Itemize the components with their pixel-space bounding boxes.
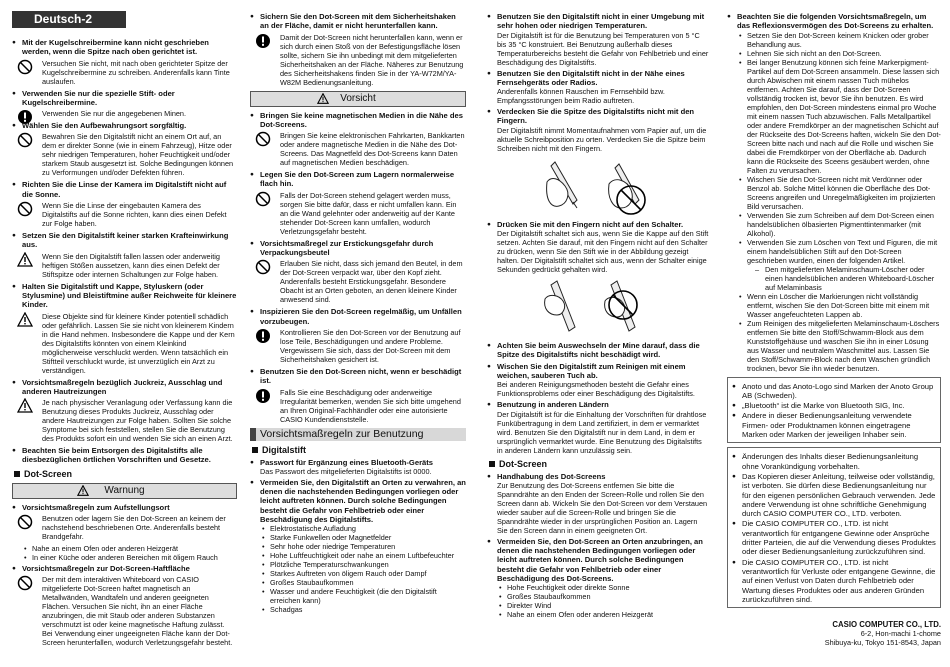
list-text: Bei langer Benutzung können sich feine Markerpigment-Partikel auf dem Dot-Screen ansammeln. Diese lassen sich durch Abwischen mit einem nassen Tuch mühelos entfernen. Achten Sie darauf, dass der Dot-Screen vollständig trocken ist, bevor Sie ihn benutzen. Es wird empfohlen, den Dot-Screen mindestens einmal pro Woche mit einem nassen Tuch abzuwischen. Falls Metallpartikel oder andere Fremdkörper an der magnetischen Schicht auf der Rückseite des Dot-Screens haften, wickeln Sie den Dot-Screen bitte nach und nach auf die Rolle und wischen Sie dabei die Fremdkörper von der Oberfläche ab. Dadurch kann die Rückseite des Sceens gesäubert werden, ohne Falten zu verursachen. bbox=[747, 57, 941, 175]
list-text: Setzen Sie den Dot-Screen keinem Knicken oder grober Behandlung aus. bbox=[747, 30, 929, 49]
warning-triangle-icon bbox=[17, 252, 33, 267]
list-text: Verwenden Sie zum Löschen von Text und Figuren, die mit einem handelsüblichen Stift auf den Dot-Screen geschrieben wurden, einen der folgenden Artikel. bbox=[747, 237, 938, 265]
warning-triangle-icon bbox=[17, 312, 33, 327]
sub-list-item: – Den mitgelieferten Melaminschaum-Löscher oder einen handelsüblichen anderen Whiteboard-Löscher auf Melaminbasis bbox=[755, 264, 935, 292]
heading: ● Inspizieren Sie den Dot-Screen regelmäßig, um Unfällen vorzubeugen. bbox=[250, 307, 466, 326]
legal-note: ● Die CASIO COMPUTER CO., LTD. ist nicht verantwortlich für Verluste oder entgangene Gewinne, die auf einen Verlust von Daten durch Fehlbetrieb oder Wartung dieses Produktes oder aus anderen Gründen zurückzuführen sind. bbox=[732, 558, 936, 604]
section-title: Dot-Screen bbox=[487, 459, 709, 469]
legal-box bbox=[727, 447, 941, 608]
item bbox=[12, 252, 237, 279]
list-item: • Starke Funkwellen oder Magnetfelder bbox=[262, 533, 392, 543]
list-item: • Zum Reinigen des mitgelieferten Melaminschaum-Löschers entfernen Sie bitte den Stoff/Schwamm-Block aus dem Kunststoffgehäuse und waschen Sie ihn in einer Lösung aus Wasser und neutralem Waschmittel aus. Lassen Sie den Stoff/Schwamm-Block nach dem Waschen gründlich trocknen, bevor Sie ihn wieder benutzen. bbox=[739, 318, 940, 373]
list-item: • Nahe an einem Ofen oder anderen Heizgerät bbox=[499, 610, 654, 620]
warning-triangle-icon bbox=[317, 93, 329, 104]
heading: ● Benutzen Sie den Digitalstift nicht in der Nähe eines Fernsehgeräts oder Radios. bbox=[487, 69, 709, 88]
heading: ● Halten Sie Digitalstift und Kappe, Styluskern (oder Stylusmine) und Bleistiftmine außer Reichweite für kleinere Kinder. bbox=[12, 282, 237, 310]
body-text: Wenn Sie die Linse der eingebauten Kamera des Digitalstifts auf die Sonne richten, kann dies einen Defekt zur Folge haben. bbox=[42, 201, 227, 229]
mandatory-icon bbox=[255, 388, 271, 404]
list-text: Starkes Auftreten von öligem Rauch oder Dampf bbox=[270, 569, 427, 579]
item bbox=[250, 33, 466, 87]
list-item: • Großes Staubaufkommen bbox=[262, 578, 354, 588]
body-text: Damit der Dot-Screen nicht herunterfallen kann, wenn er sich durch einen Stoß von der Befestigungsfläche lösen sollte, sichern Sie ihn unbedingt mit dem mitgelieferten Sicherheitshaken an der Fläche. Näheres zur Benutzung des Sicherheitshakens finden Sie in der YA-W72M/YA-W82M Bedienungsanleitung. bbox=[280, 32, 464, 87]
body-text: Bewahren Sie den Digitalstift nicht an einem Ort auf, an dem er direkter Sonne (wie in einem Fahrzeug), Hitze oder sehr niedrigen Temperaturen, hoher Feuchtigkeit und/oder starkem Staub ausgesetzt ist. Solche Bedingungen können zu Verformungen und/oder Defekten führen. bbox=[42, 132, 234, 178]
heading: ● Beachten Sie beim Entsorgen des Digitalstifts alle diesbezüglichen örtlichen Vorschriften und Gesetze. bbox=[12, 446, 237, 465]
body-text: Kontrollieren Sie den Dot-Screen vor der Benutzung auf lose Teile, Beschädigungen und andere Probleme. Vergewissern Sie sich, dass der Dot-Screen mit dem Sicherheitshaken gesichert ist. bbox=[280, 327, 461, 364]
legal-note: ● Die CASIO COMPUTER CO., LTD. ist nicht verantwortlich für entgangene Gewinne oder Ansprüche dritter Parteien, die auf die Verwendung dieses Produktes oder dieser Bedienungsanleitung zurückzuführen sind. bbox=[732, 519, 936, 556]
item bbox=[12, 575, 237, 647]
body-text: Bei anderen Reinigungsmethoden besteht die Gefahr eines Funktionsproblems oder einer Beschädigung des Digitalstifts. bbox=[497, 380, 695, 399]
list-item: • In einer Küche oder anderen Bereichen mit öligem Rauch bbox=[24, 553, 218, 563]
item bbox=[250, 131, 466, 167]
heading: ● Vermeiden Sie, den Digitalstift an Orten zu verwahren, an denen die nachstehenden Bedingungen vorliegen oder leicht auftreten können. Durch solche Bedingungen besteht die Gefahr von Fehlbetrieb oder einer Beschädigung des Digitalstifts. bbox=[250, 478, 466, 524]
list-text: Elektrostatische Aufladung bbox=[270, 524, 356, 534]
body-text: Anderenfalls können Rauschen im Fernsehbild bzw. Empfangsstörungen beim Radio auftreten. bbox=[497, 87, 665, 106]
body-text: Der Digitalstift ist für die Einhaltung der Vorschriften für drahtlose Funkübertragung in dem Land zertifiziert, in dem er vermarktet wird. Benutzen Sie den Digitalstift nur in dem Land, in dem er ursprünglich vermarktet wurde. Eine Benutzung des Digitalstifts in anderen Ländern kann unzulässig sein. bbox=[497, 409, 707, 455]
list-item: • Großes Staubaufkommen bbox=[499, 592, 591, 602]
list-text: Sehr hohe oder niedrige Temperaturen bbox=[270, 542, 396, 552]
caution-label: Vorsicht bbox=[340, 92, 376, 104]
item bbox=[12, 132, 237, 177]
list-text: Den mitgelieferten Melaminschaum-Löscher oder einen handelsüblichen anderen Whiteboard-Löscher auf Melaminbasis bbox=[765, 264, 935, 292]
body-text: Falls Sie eine Beschädigung oder anderweitige Irregularität bemerken, wenden Sie sich bitte umgehend an Ihren Original-Fachhändler oder eine autorisierte CASIO Kundendienststelle. bbox=[280, 387, 461, 424]
address-line: Shibuya-ku, Tokyo 151-8543, Japan bbox=[824, 638, 941, 647]
heading: ● Bringen Sie keine magnetischen Medien in die Nähe des Dot-Screens. bbox=[250, 111, 466, 130]
prohibited-icon bbox=[17, 514, 33, 530]
heading: ● Drücken Sie mit den Fingern nicht auf den Schalter. bbox=[487, 220, 709, 229]
list-item: • Plötzliche Temperaturschwankungen bbox=[262, 560, 389, 570]
list-text: Wasser und andere Feuchtigkeit (die den Digitalstift erreichen kann) bbox=[270, 587, 437, 606]
body-text: Zur Benutzung des Dot-Screens entfernen Sie bitte die Spanndrähte an den Enden der Screen-Rolle und rollen Sie den Screen dann ab. Wickeln Sie den Dot-Screen vor dem Verstauen wieder sauber auf die Screen-Rolle und bringen Sie die Spanndrähte wieder in der ursprünglichen Position an. Lagern Sie den Screen dann in einem geeigneten Ort. bbox=[497, 480, 708, 535]
heading: ● Benutzung in anderen Ländern bbox=[487, 400, 709, 409]
list-item: • Verwenden Sie zum Schreiben auf dem Dot-Screen einen handelsüblichen ölbasierten Pigmenttintenmarker (mit Alkohol). bbox=[739, 210, 934, 238]
heading: ● Benutzen Sie den Digitalstift nicht in einer Umgebung mit sehr hohen oder niedrigen Temperaturen. bbox=[487, 12, 709, 31]
body-text: Versuchen Sie nicht, mit nach oben gerichteter Spitze der Kugelschreibermine zu schreiben. Anderenfalls kann Tinte auslaufen. bbox=[42, 58, 230, 86]
heading: ● Achten Sie beim Auswechseln der Mine darauf, dass die Spitze des Digitalstifts nicht beschädigt wird. bbox=[487, 341, 709, 360]
body-text: Das Passwort des mitgelieferten Digitalstifts ist 0000. bbox=[260, 466, 432, 476]
mandatory-icon bbox=[255, 328, 271, 344]
prohibited-icon bbox=[255, 191, 271, 207]
language-tag: Deutsch-2 bbox=[12, 11, 126, 28]
caution-banner bbox=[250, 91, 466, 107]
heading: ● Passwort für Ergänzung eines Bluetooth-Geräts bbox=[250, 458, 466, 467]
list-item: • Lehnen Sie sich nicht an den Dot-Screen. bbox=[739, 48, 882, 58]
item bbox=[250, 388, 466, 424]
heading: ● Wischen Sie den Digitalstift zum Reinigen mit einem weichen, sauberen Tuch ab. bbox=[487, 362, 709, 381]
warning-label: Warnung bbox=[104, 484, 145, 496]
list-text: Großes Staubaufkommen bbox=[270, 578, 354, 588]
list-item: • Setzen Sie den Dot-Screen keinem Knicken oder grober Behandlung aus. bbox=[739, 30, 929, 49]
heading: ● Vorsichtsmaßregeln zum Aufstellungsort bbox=[12, 503, 237, 512]
list-text: Starke Funkwellen oder Magnetfelder bbox=[270, 533, 392, 543]
body-text: Diese Objekte sind für kleinere Kinder potentiell schädlich oder gefährlich. Lassen Sie sie nicht von kleinerem Kindern in die Hand nehmen. Insbesondere die Kappe und der Kern des Digitalstifts könnten von einem Kleinkind möglicherweise verschluckt werden. Wenn tatsächlich ein Stiftteil verschluckt wurde, ist unverzüglich ein Arzt zu verständigen. bbox=[42, 311, 235, 375]
heading: ● Richten Sie die Linse der Kamera im Digitalstift nicht auf die Sonne. bbox=[12, 180, 237, 199]
company-footer bbox=[727, 620, 941, 647]
body-text: Je nach physischer Veranlagung oder Verfassung kann die Benutzung dieses Produkts Juckreiz, Ausschlag oder andere Hautreizungen zur Folge haben. Sollten Sie solche Symptome bei sich feststellen, stellen Sie die Benutzung des Produkts sofort ein und wenden Sie sich an einen Arzt. bbox=[42, 398, 233, 444]
list-text: Hohe Feuchtigkeit oder direkte Sonne bbox=[507, 583, 630, 593]
body-text: Bringen Sie keine elektronischen Fahrkarten, Bankkarten oder andere magnetische Medien in die Nähe des Dot-Screens. Das Magnetfeld des Dot-Screens kann Daten auf magnetischen Medien beschädigen. bbox=[280, 131, 465, 168]
list-text: Schadgas bbox=[270, 605, 303, 615]
prohibited-icon bbox=[17, 132, 33, 148]
heading: ● Legen Sie den Dot-Screen zum Lagern normalerweise flach hin. bbox=[250, 170, 466, 189]
prohibited-icon bbox=[255, 131, 271, 147]
list-text: Hohe Luftfeuchtigkeit oder nahe an einem Luftbefeuchter bbox=[270, 551, 455, 561]
section-title: Digitalstift bbox=[250, 445, 466, 455]
item bbox=[12, 398, 237, 443]
list-item: • Wenn ein Löscher die Markierungen nicht vollständig entfernt, wischen Sie den Dot-Screen bitte mit einem mit Wasser angefeuchteten Lappen ab. bbox=[739, 291, 930, 319]
body-text: Erlauben Sie nicht, dass sich jemand den Beutel, in dem der Dot-Screen verpackt war, über den Kopf zieht. Anderenfalls besteht Erstickungsgefahr. Besondere Obacht ist an Orten geboten, an denen kleinere Kinder anwesend sind. bbox=[280, 259, 463, 305]
prohibited-icon bbox=[255, 259, 271, 275]
section-title: Dot-Screen bbox=[12, 469, 237, 479]
list-text: Plötzliche Temperaturschwankungen bbox=[270, 560, 389, 570]
list-text: Nahe an einem Ofen oder anderen Heizgerät bbox=[507, 610, 654, 620]
switch-illustration bbox=[537, 277, 657, 339]
prohibited-icon bbox=[17, 575, 33, 591]
heading: ● Setzen Sie den Digitalstift keiner starken Krafteinwirkung aus. bbox=[12, 231, 237, 250]
body-text: Der Digitalstift ist für die Benutzung bei Temperaturen von 5 °C bis 35 °C konstruiert. Bei Benutzung außerhalb dieses Temperaturbereichs besteht die Gefahr von Fehlbetrieb und einer Beschädigung des Digitalstifts. bbox=[497, 30, 709, 67]
column-4 bbox=[727, 10, 941, 608]
heading: ● Vorsichtsmaßregeln zur Dot-Screen-Haftfläche bbox=[12, 564, 237, 573]
body-text: Der Digitalstift nimmt Momentaufnahmen vom Papier auf, um die aktuelle Schreibposition zu orten. Verdecken Sie die Spitze beim Schreiben nicht mit den Fingern. bbox=[497, 125, 707, 153]
item bbox=[12, 109, 237, 118]
column-3 bbox=[487, 10, 709, 619]
warning-banner bbox=[12, 483, 237, 499]
list-text: Wenn ein Löscher die Markierungen nicht vollständig entfernt, wischen Sie den Dot-Screen bitte mit einem mit Wasser angefeuchteten Lappen ab. bbox=[747, 291, 930, 319]
body-text: Wenn Sie den Digitalstift fallen lassen oder anderweitig heftigen Stößen aussetzen, kann dies einen Defekt der Stiftspitze oder internen Schaltungen zur Folge haben. bbox=[42, 251, 220, 279]
trademark-note: ● Andere in dieser Bedienungsanleitung verwendete Firmen- oder Produktnamen können eingetragene Marken oder Marken der jeweiligen Inhaber sein. bbox=[732, 411, 936, 439]
item bbox=[250, 259, 466, 304]
trademark-box bbox=[727, 377, 941, 444]
list-item: • Verwenden Sie zum Löschen von Text und Figuren, die mit einem handelsüblichen Stift auf den Dot-Screen geschrieben wurden, einen der folgenden Artikel. bbox=[739, 237, 938, 265]
list-item: • Hohe Luftfeuchtigkeit oder nahe an einem Luftbefeuchter bbox=[262, 551, 455, 561]
heading: ● Benutzen Sie den Dot-Screen nicht, wenn er beschädigt ist. bbox=[250, 367, 466, 386]
prohibited-icon bbox=[17, 201, 33, 217]
list-text: Nahe an einem Ofen oder anderen Heizgerät bbox=[32, 544, 179, 554]
item bbox=[250, 328, 466, 364]
legal-note: ● Änderungen des Inhalts dieser Bedienungsanleitung ohne Vorankündigung vorbehalten. bbox=[732, 452, 936, 471]
body-text: Verwenden Sie nur die angegebenen Minen. bbox=[42, 109, 187, 119]
condition-list bbox=[250, 524, 466, 614]
list-text: In einer Küche oder anderen Bereichen mit öligem Rauch bbox=[32, 553, 218, 563]
list-item: • Wasser und andere Feuchtigkeit (die den Digitalstift erreichen kann) bbox=[262, 587, 437, 606]
trademark-note: ● „Bluetooth“ ist die Marke von Bluetooth SIG, Inc. bbox=[732, 401, 936, 410]
heading: ● Vermeiden Sie, den Dot-Screen an Orten anzubringen, an denen die nachstehenden Bedingungen vorliegen oder leicht auftreten können. Durch solche Bedingungen besteht die Gefahr von Fehlbetrieb oder einer Beschädigung des Dot-Screens. bbox=[487, 537, 709, 583]
heading: ● Verdecken Sie die Spitze des Digitalstifts nicht mit den Fingern. bbox=[487, 107, 709, 126]
heading: ● Verwenden Sie nur die spezielle Stift- oder Kugelschreibermine. bbox=[12, 89, 237, 108]
list-item: • Bei langer Benutzung können sich feine Markerpigment-Partikel auf dem Dot-Screen ansammeln. Diese lassen sich durch Abwischen mit einem nassen Tuch mühelos entfernen. Achten Sie darauf, dass der Dot-Screen vollständig trocken ist, bevor Sie ihn benutzen. Es wird empfohlen, den Dot-Screen mindestens einmal pro Woche mit einem nassen Tuch abzuwischen. Falls Metallpartikel oder andere Fremdkörper an der magnetischen Schicht auf der Rückseite des Dot-Screens haften, wickeln Sie den Dot-Screen bitte nach und nach auf die Rolle und wischen Sie dabei die Fremdkörper von der Oberfläche ab. Dadurch kann die Rückseite des Sceens gesäubert werden, ohne Falten zu verursachen. bbox=[739, 57, 941, 175]
list-item: • Hohe Feuchtigkeit oder direkte Sonne bbox=[499, 583, 630, 593]
heading: ● Wählen Sie den Aufbewahrungsort sorgfältig. bbox=[12, 121, 237, 130]
list-item: • Schadgas bbox=[262, 605, 303, 615]
heading: ● Vorsichtsmaßregeln bezüglich Juckreiz, Ausschlag und anderen Hautreizungen bbox=[12, 378, 237, 397]
company-name: CASIO COMPUTER CO., LTD. bbox=[832, 620, 941, 629]
prohibited-icon bbox=[17, 59, 33, 75]
list-item: • Wischen Sie den Dot-Screen nicht mit Verdünner oder Benzol ab. Solche Mittel können die Oberfläche des Dot-Screens angreifen und Unregelmäßigkeiten im projizierten Bild verursachen. bbox=[739, 174, 936, 211]
body-text: Benutzen oder lagern Sie den Dot-Screen an keinem der nachstehend beschriebenen Orte. Anderenfalls besteht Brandgefahr. bbox=[42, 514, 226, 542]
list-text: Zum Reinigen des mitgelieferten Melaminschaum-Löschers entfernen Sie bitte den Stoff/Schwamm-Block aus dem Kunststoffgehäuse und waschen Sie ihn in einer Lösung aus Wasser und neutralem Waschmittel aus. Lassen Sie den Stoff/Schwamm-Block nach dem Waschen gründlich trocknen, bevor Sie ihn wieder benutzen. bbox=[747, 318, 940, 373]
list-item: • Sehr hohe oder niedrige Temperaturen bbox=[262, 542, 396, 552]
column-2 bbox=[250, 10, 466, 614]
list-text: Direkter Wind bbox=[507, 601, 552, 611]
list-item: • Nahe an einem Ofen oder anderen Heizgerät bbox=[24, 544, 179, 554]
heading: ● Vorsichtsmaßregel zur Erstickungsgefahr durch Verpackungsbeutel bbox=[250, 239, 466, 258]
body-text: Der mit dem interaktiven Whiteboard von CASIO mitgelieferte Dot-Screen haftet magnetisch an Metallwänden, Wandtafeln und anderen geeigneten Flächen. Versuchen Sie nicht, ihn an einer Fläche anzubringen, die mit Staub oder anderen Substanzen verschmutzt ist oder keine magnetische Haftung zulässt. Bei Verwendung einer ungeeigneten Fläche kann der Dot-Screen herunterfallen, wodurch Verletzungsgefahr besteht. bbox=[42, 575, 233, 648]
heading: ● Beachten Sie die folgenden Vorsichtsmaßregeln, um das Reflexionsvermögen des Dot-Screens zu erhalten. bbox=[727, 12, 941, 31]
mandatory-icon bbox=[255, 33, 271, 49]
warning-triangle-icon bbox=[77, 485, 89, 496]
address-line: 6-2, Hon-machi 1-chome bbox=[860, 629, 941, 638]
list-text: Wischen Sie den Dot-Screen nicht mit Verdünner oder Benzol ab. Solche Mittel können die Oberfläche des Dot-Screens angreifen und Unregelmäßigkeiten im projizierten Bild verursachen. bbox=[747, 174, 936, 211]
item bbox=[250, 191, 466, 236]
heading: ● Mit der Kugelschreibermine kann nicht geschrieben werden, wenn die Spitze nach oben gerichtet ist. bbox=[12, 38, 237, 57]
list-text: Verwenden Sie zum Schreiben auf dem Dot-Screen einen handelsüblichen ölbasierten Pigmenttintenmarker (mit Alkohol). bbox=[747, 210, 934, 238]
heading: ● Sichern Sie den Dot-Screen mit dem Sicherheitshaken an der Fläche, damit er nicht herunterfallen kann. bbox=[250, 12, 466, 31]
list-item: • Elektrostatische Aufladung bbox=[262, 524, 356, 534]
list-text: Lehnen Sie sich nicht an den Dot-Screen. bbox=[747, 48, 882, 58]
body-text: Der Digitalstift schaltet sich aus, wenn Sie die Kappe auf den Stift setzen. Achten Sie darauf, mit den Fingern nicht auf den Schalter zu drücken, wenn Sie den Stift wie in der Abbildung gezeigt halten. Der Digitalstift schaltet sich aus, wenn der Schalter einige Sekunden gedrückt gehalten wird. bbox=[497, 229, 709, 275]
legal-note: ● Das Kopieren dieser Anleitung, teilweise oder vollständig, ist verboten. Sie dürfen diese Bedienungsanleitung nur für den eigenen persönlichen Gebrauch verwenden. Jede andere Verwendung ist ohne schriftliche Genehmigung durch CASIO COMPUTER CO., LTD. verboten. bbox=[732, 472, 936, 518]
list-item: • Starkes Auftreten von öligem Rauch oder Dampf bbox=[262, 569, 427, 579]
list-item: • Direkter Wind bbox=[499, 601, 552, 611]
column-1 bbox=[12, 10, 237, 650]
heading: ● Handhabung des Dot-Screens bbox=[487, 472, 709, 481]
item bbox=[12, 59, 237, 86]
section-band: Vorsichtsmaßregeln zur Benutzung bbox=[250, 428, 466, 441]
item bbox=[12, 312, 237, 375]
item bbox=[12, 201, 237, 228]
item bbox=[12, 514, 237, 541]
pen-grip-illustration bbox=[537, 156, 657, 218]
trademark-note: ● Anoto und das Anoto-Logo sind Marken der Anoto Group AB (Schweden). bbox=[732, 382, 936, 401]
warning-triangle-icon bbox=[17, 398, 33, 413]
body-text: Falls der Dot-Screen stehend gelagert werden muss, sorgen Sie bitte dafür, dass er nicht umfallen kann. Ein an die Wand gelehnter oder anderweitig auf der Kante stehender Dot-Screen kann umfallen, wodurch Verletzungsgefahr besteht. bbox=[280, 190, 457, 236]
list-text: Großes Staubaufkommen bbox=[507, 592, 591, 602]
